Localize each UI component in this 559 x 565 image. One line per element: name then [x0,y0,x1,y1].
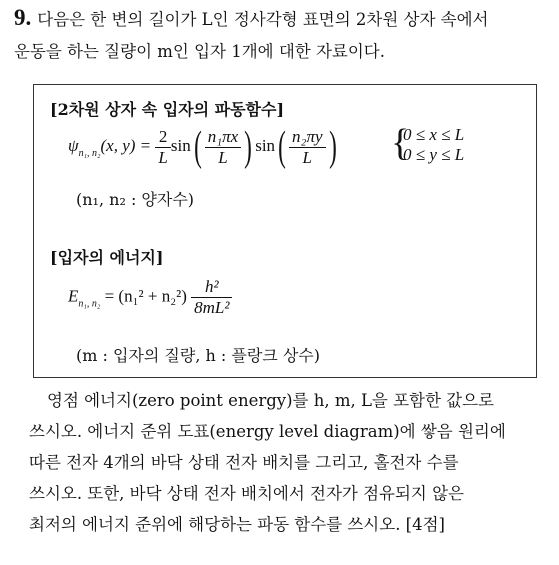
task-line-2: 쓰시오. 에너지 준위 도표(energy level diagram)에 쌓음 원리에 [29,422,506,441]
arg2-num: n₂πy [289,127,325,148]
paren-close-1: ) [244,124,253,170]
question-header [14,2,550,68]
question-text-1: 다음은 한 변의 길이가 L인 정사각형 표면의 2차원 상자 속에서 [37,10,489,29]
task-line-5: 최저의 에너지 준위에 해당하는 파동 함수를 쓰시오. [4점] [29,515,445,534]
arg1-num: n₁πx [205,127,241,148]
sin-1: sin [170,135,191,155]
arg1-fraction [205,127,241,168]
paren-open-1: ( [193,124,202,170]
question-line-2: 운동을 하는 질량이 m인 입자 1개에 대한 자료이다. [14,42,385,61]
energy-fraction [191,277,232,318]
cond-x: 0 ≤ x ≤ L [403,125,465,144]
energy-subscript: n₁, n₂ [78,298,101,310]
energy-equation [68,277,232,318]
energy-symbol: E [68,286,79,306]
energy-title: [입자의 에너지] [50,248,164,267]
quantum-number-note: (n₁, n₂ : 양자수) [76,190,195,209]
question-number: 9. [14,5,32,30]
coef-fraction [155,127,170,168]
arg1-den: L [218,147,228,167]
energy-num: h² [191,277,232,298]
energy-rhs: = (n₁² + n₂²) [104,286,187,306]
domain-conditions [391,122,465,165]
coef-den: L [158,147,168,167]
paren-close-2: ) [328,124,337,170]
sin-2: sin [255,135,276,155]
psi-args: (x, y) = [100,135,152,155]
cond-y: 0 ≤ y ≤ L [403,145,465,164]
coef-num: 2 [155,127,170,148]
wave-function-equation [68,125,340,169]
arg2-den: L [302,147,313,167]
energy-den: 8mL² [194,298,230,317]
constants-note: (m : 입자의 질량, h : 플랑크 상수) [76,346,320,365]
left-brace: { [391,122,410,164]
task-line-3: 따른 전자 4개의 바닥 상태 전자 배치를 그리고, 홀전자 수를 [29,453,459,472]
arg2-fraction [289,127,325,168]
question-line-1 [14,2,550,36]
info-box [33,84,537,378]
task-line-4: 쓰시오. 또한, 바닥 상태 전자 배치에서 전자가 점유되지 않은 [29,484,464,503]
psi-symbol: ψ [68,135,79,155]
wave-function-title: [2차원 상자 속 입자의 파동함수] [50,100,285,119]
paren-open-2: ( [278,124,286,170]
psi-subscript: n₁, n₂ [78,147,101,159]
task-line-1: 영점 에너지(zero point energy)를 h, m, L을 포함한 값으로 [47,391,494,410]
task-paragraph [29,385,539,540]
